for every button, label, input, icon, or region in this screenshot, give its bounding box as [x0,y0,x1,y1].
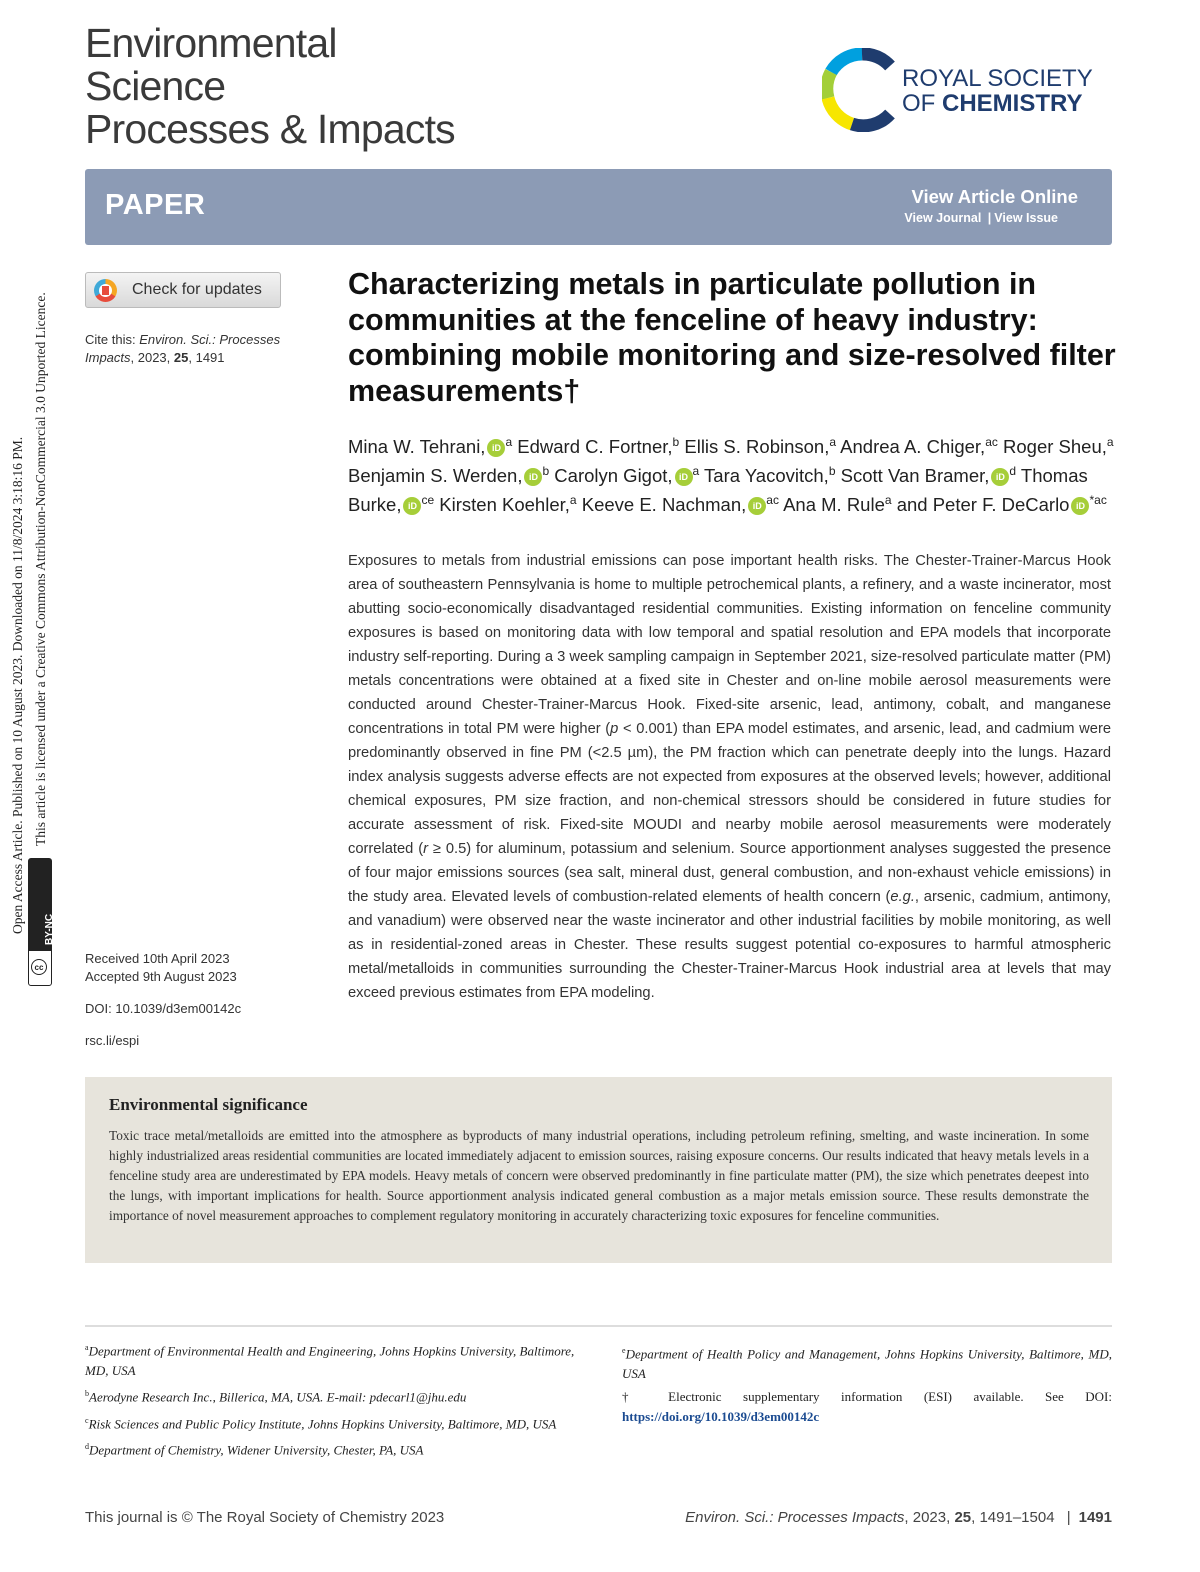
rsc-c-logo-icon [822,48,902,132]
abstract-eg: e.g. [890,889,915,905]
affiliation-c [85,1411,575,1434]
significance-text: Toxic trace metal/metalloids are emitted into the atmosphere as byproducts of many industrial operations, including petroleum refining, smelting, and waste incineration. In some highly industrialized areas residential communities are located immediately adjacent to emission sources, raising exposure concerns. Our results indicated that heavy metals levels in a fenceline study area are underestimated by EPA models. Heavy metals of concern were observed predominantly in fine particulate matter (PM), the size which penetrates deepest into the lungs, with important implications for health. Source apportionment analysis indicated general combustion as a major metals emission source. These results demonstrate the importance of novel measurement approaches to complement regulatory monitoring in accurately characterizing toxic exposures for fenceline communities. [109,1128,1089,1223]
author-affiliation: b [542,464,550,479]
author [348,436,512,457]
author [517,436,679,457]
affiliation-c-text: Risk Sciences and Public Policy Institute, Johns Hopkins University, Baltimore, MD, USA [88,1415,557,1431]
orcid-icon[interactable]: iD [487,439,505,457]
affiliation-d-text: Department of Chemistry, Widener University, Chester, PA, USA [89,1442,424,1458]
affiliation-d-mark: d [85,1441,89,1451]
author-name: Andrea A. Chiger, [840,436,986,458]
significance-title: Environmental significance [109,1095,308,1114]
author-affiliation: a [569,493,577,508]
creative-commons-icon: cc [31,959,47,975]
accepted-date: Accepted 9th August 2023 [85,969,237,984]
view-article-online-link[interactable]: View Article Online [911,186,1078,207]
author-affiliation: ce [421,493,435,508]
link-separator: | [987,211,992,225]
page-citation-footer [685,1509,1112,1526]
journal-title-line-3: Processes & Impacts [85,106,455,152]
author-name: Benjamin S. Werden, [348,465,523,487]
cite-volume: 25 [173,350,189,365]
crossmark-icon [94,279,117,302]
affiliation-e-mark: e [622,1346,626,1355]
author-name: Ellis S. Robinson, [684,436,830,458]
author-affiliation: a [505,435,513,449]
journal-title-line-1: Environmental [85,20,337,66]
view-issue-link[interactable]: View Issue [994,211,1058,225]
author-affiliation: a [884,493,892,508]
author-affiliation: a [1106,435,1114,449]
author-name: Edward C. Fortner, [517,436,673,458]
footer-journal: Environ. Sci.: Processes Impacts [685,1509,905,1526]
orcid-icon[interactable]: iD [403,497,421,515]
article-type: PAPER [105,189,206,221]
author [841,465,1016,486]
citation [85,331,315,367]
esi-doi-link[interactable]: https://doi.org/10.1039/d3em00142c [622,1409,820,1425]
orcid-icon[interactable]: iD [748,497,766,515]
author-name: Peter F. DeCarlo [932,494,1070,516]
author-affiliation: b [828,464,836,479]
publisher-line-2-bold: CHEMISTRY [942,90,1083,117]
publisher-name [902,66,1093,116]
author [684,436,836,457]
cite-journal: Environ. Sci.: Processes Impacts [85,332,281,365]
abstract-p-symbol: p [610,721,619,737]
journal-short-link[interactable]: rsc.li/espi [85,1033,140,1048]
footer-separator: | [1066,1509,1071,1526]
cite-year: , 2023, [130,350,174,365]
affiliation-a [85,1338,575,1381]
received-date: Received 10th April 2023 [85,951,230,966]
orcid-icon[interactable]: iD [1071,497,1089,515]
article-dates [85,950,325,986]
author-name: Keeve E. Nachman, [581,494,747,516]
author [554,465,699,486]
author [582,494,779,515]
doi[interactable]: DOI: 10.1039/d3em00142c [85,1001,242,1016]
author [1003,436,1114,457]
author-name: Thomas Burke, [348,465,1088,516]
affiliation-d [85,1437,575,1460]
footnote-divider [85,1325,1112,1327]
author-name: Ana M. Rule [783,494,885,516]
affiliations-right [622,1341,1112,1427]
footer-pages: , 1491–1504 [971,1509,1055,1526]
abstract-part-2: < 0.001) than EPA model estimates, and arsenic, lead, and cadmium were predominantly observed in fine PM (<2.5 µm), the PM fraction which can penetrate deeply into the lungs. Hazard index analysis suggests adverse effects are not expected from exposures at the observed levels; however, additional chemical exposures, PM size fraction, and non-chemical stressors should be considered in future studies for accurate assessment of risk. Fixed-site MOUDI and nearby mobile aerosol measurements were moderately correlated ( [348,721,1111,857]
author [348,465,549,486]
author-affiliation: *ac [1089,493,1107,508]
article-title: Characterizing metals in particulate pollution in communities at the fenceline of heavy industry: combining mobile monitoring and size-resolved filter measurements† [348,267,1116,408]
author [704,465,835,486]
publisher-logo [822,48,1122,132]
affiliation-c-mark: c [85,1415,89,1425]
affiliation-b-mark: b [85,1389,89,1399]
affiliations-left [85,1338,575,1460]
author-affiliation: d [1009,464,1017,479]
author-name: Scott Van Bramer, [840,465,990,487]
author-name: Kirsten Koehler, [439,494,570,516]
author-affiliation: ac [985,435,998,449]
author-affiliation: ac [766,493,779,508]
author-name: Mina W. Tehrani, [348,436,486,458]
footer-year: , 2023, [904,1509,955,1526]
author-affiliation: a [829,435,837,449]
cite-label: Cite this: [85,332,140,347]
page-number: 1491 [1078,1509,1112,1526]
author [783,494,928,515]
author [840,436,998,457]
copyright-footer: This journal is © The Royal Society of Chemistry 2023 [85,1509,445,1526]
open-access-notice: Open Access Article. Published on 10 August 2023. Downloaded on 11/8/2024 3:18:16 PM. [10,436,25,934]
abstract-r-symbol: r [423,841,428,857]
cc-badge-text: BY-NC [44,913,55,945]
journal-title-line-2: Science [85,63,226,109]
affiliation-a-text: Department of Environmental Health and Engineering, Johns Hopkins University, Baltimore, MD, USA [85,1343,575,1379]
footer-volume: 25 [954,1509,972,1526]
cc-license-badge[interactable] [28,858,55,986]
publisher-line-2-prefix: OF [902,90,942,117]
check-for-updates-button[interactable] [85,272,281,308]
affiliation-e-text: Department of Health Policy and Management, Johns Hopkins University, Baltimore, MD, USA [622,1346,1112,1382]
environmental-significance-box [85,1077,1112,1263]
affiliation-b [85,1384,575,1407]
view-journal-link[interactable]: View Journal [904,211,982,225]
abstract-part-1: Exposures to metals from industrial emissions can pose important health risks. The Chester-Trainer-Marcus Hook area of southeastern Pennsylvania is home to multiple petrochemical plants, a refinery, and a waste incinerator, most abutting socio-economically disadvantaged residential communities. Existing information on fenceline community exposures is based on monitoring data with low temporal and spatial resolution and EPA models that incorporate industry self-reporting. During a 3 week sampling campaign in September 2021, size-resolved particulate matter (PM) metals concentrations were obtained at a fixed site in Chester and on-line mobile aerosol measurements were conducted around Chester-Trainer-Marcus Hook. Fixed-site arsenic, lead, antimony, cobalt, and manganese concentrations in total PM were higher ( [348,553,1111,737]
journal-title [85,22,455,151]
publisher-line-1: ROYAL SOCIETY [902,65,1093,92]
affiliation-a-mark: a [85,1343,89,1352]
orcid-icon[interactable]: iD [524,468,542,486]
author-name: Tara Yacovitch, [704,465,829,487]
article-type-banner [85,169,1112,245]
author-conjunction: and [891,494,928,516]
license-sidebar [0,0,60,1000]
licence-notice[interactable]: This article is licensed under a Creative Commons Attribution-NonCommercial 3.0 Unported Licence. [33,292,48,846]
affiliation-b-text: Aerodyne Research Inc., Billerica, MA, USA. E-mail: pdecarl1@jhu.edu [89,1389,467,1405]
affiliation-e [622,1341,1112,1384]
orcid-icon[interactable]: iD [991,468,1009,486]
author-affiliation: a [692,464,700,479]
author-name: Carolyn Gigot, [554,465,673,487]
abstract-part-3: ≥ 0.5) for aluminum, potassium and selenium. Source apportionment analyses suggested the presence of four major emissions sources (sea salt, mineral dust, general combustion, and non-exhaust vehicle emissions) in the study area. Elevated levels of combustion-related elements of health concern ( [348,841,1111,905]
author-affiliation: b [672,435,680,449]
check-for-updates-label: Check for updates [132,281,262,298]
abstract-part-4: , arsenic, cadmium, antimony, and vanadium) were observed near the waste incinerator and other industrial facilities by mobile monitoring, as well as in residential-zoned areas in Chester. These results suggest potential co-exposures to harmful atmospheric metal/metalloids in communities surrounding the Chester-Trainer-Marcus Hook industrial area at levels that may exceed previous estimates from EPA modeling. [348,889,1112,1001]
author-list [348,430,1118,517]
journal-issue-links [904,211,1058,225]
author-name: Roger Sheu, [1003,436,1107,458]
author [439,494,576,515]
orcid-icon[interactable]: iD [675,468,693,486]
esi-note: † Electronic supplementary information (ESI) available. See DOI: [622,1389,1112,1405]
cite-page: , 1491 [188,350,225,365]
abstract [348,549,1111,1005]
author [933,494,1107,515]
